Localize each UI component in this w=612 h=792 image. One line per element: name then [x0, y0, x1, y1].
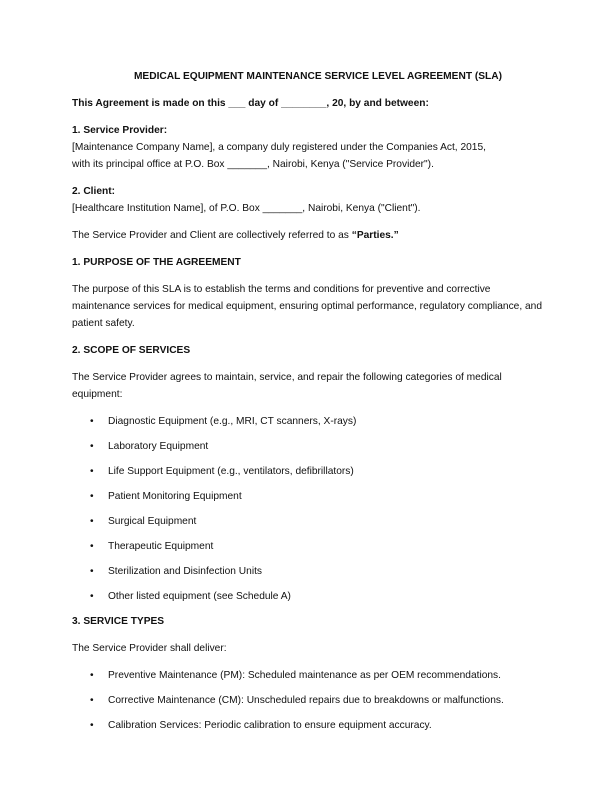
section-1-heading: 1. PURPOSE OF THE AGREEMENT — [72, 257, 241, 268]
section-3-heading: 3. SERVICE TYPES — [72, 616, 165, 627]
list-item: • Therapeutic Equipment — [72, 538, 542, 555]
bullet-icon: • — [90, 566, 94, 577]
bullet-icon: • — [90, 441, 94, 452]
client-line-1: [Healthcare Institution Name], of P.O. Box _______, Nairobi, Kenya ("Client"). — [72, 203, 421, 214]
list-item: • Surgical Equipment — [72, 513, 542, 530]
bullet-icon: • — [90, 491, 94, 502]
list-item: • Laboratory Equipment — [72, 438, 542, 455]
parties-statement — [72, 227, 542, 244]
parties-text: The Service Provider and Client are collectively referred to as — [72, 230, 352, 241]
parties-term: “Parties.” — [351, 230, 399, 241]
document-title: MEDICAL EQUIPMENT MAINTENANCE SERVICE LEVEL AGREEMENT (SLA) — [133, 71, 503, 82]
list-item: • Sterilization and Disinfection Units — [72, 563, 542, 580]
service-provider-block — [72, 122, 542, 173]
service-provider-label: 1. Service Provider: — [72, 125, 168, 136]
section-1-body: The purpose of this SLA is to establish the terms and conditions for preventive and corrective maintenance services for medical equipment, ensuring optimal performance, regulatory compliance, and patient safety. — [72, 284, 542, 329]
client-block — [72, 183, 542, 217]
bullet-icon: • — [90, 516, 94, 527]
bullet-icon: • — [90, 541, 94, 552]
bullet-icon: • — [90, 416, 94, 427]
document-page — [72, 68, 542, 742]
service-provider-line-1: [Maintenance Company Name], a company duly registered under the Companies Act, 2015, — [72, 142, 486, 153]
bullet-icon: • — [90, 466, 94, 477]
list-item: • Other listed equipment (see Schedule A) — [72, 588, 542, 605]
equipment-list — [72, 413, 542, 605]
bullet-icon: • — [90, 720, 94, 731]
list-item: • Life Support Equipment (e.g., ventilators, defibrillators) — [72, 463, 542, 480]
section-2-heading: 2. SCOPE OF SERVICES — [72, 345, 191, 356]
list-item: • Corrective Maintenance (CM): Unscheduled repairs due to breakdowns or malfunctions. — [72, 692, 542, 709]
list-item: • Patient Monitoring Equipment — [72, 488, 542, 505]
list-item: • Diagnostic Equipment (e.g., MRI, CT scanners, X-rays) — [72, 413, 542, 430]
bullet-icon: • — [90, 695, 94, 706]
list-item: • Calibration Services: Periodic calibration to ensure equipment accuracy. — [72, 717, 542, 734]
list-item: • Preventive Maintenance (PM): Scheduled maintenance as per OEM recommendations. — [72, 667, 542, 684]
section-2-body: The Service Provider agrees to maintain, service, and repair the following categories of medical equipment: — [72, 372, 502, 400]
client-label: 2. Client: — [72, 186, 116, 197]
agreement-intro: This Agreement is made on this ___ day of ________, 20, by and between: — [72, 98, 429, 109]
bullet-icon: • — [90, 591, 94, 602]
service-types-list — [72, 667, 542, 734]
section-3-body: The Service Provider shall deliver: — [72, 643, 227, 654]
bullet-icon: • — [90, 670, 94, 681]
service-provider-line-2: with its principal office at P.O. Box _______, Nairobi, Kenya ("Service Provider"). — [72, 159, 434, 170]
